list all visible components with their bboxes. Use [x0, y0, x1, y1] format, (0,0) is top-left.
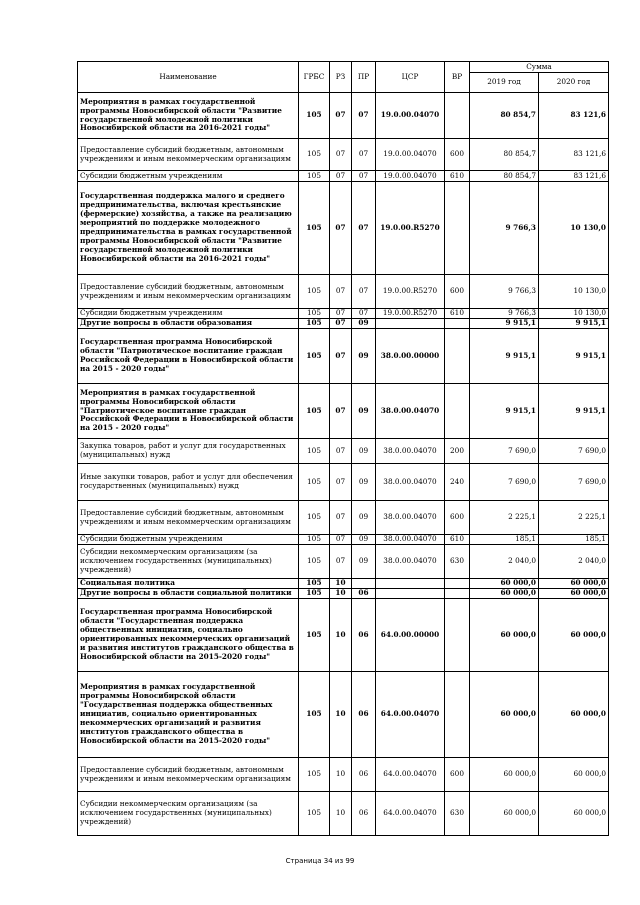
- cell-rz: 07: [330, 545, 352, 579]
- cell-name: Иные закупки товаров, работ и услуг для обеспечения государственных (муниципальных) нужд: [78, 464, 299, 501]
- cell-name: Социальная политика: [78, 579, 299, 589]
- cell-grbs: 105: [299, 792, 330, 836]
- table-row: [78, 545, 609, 579]
- cell-vr: 600: [445, 758, 470, 792]
- cell-name: Другие вопросы в области социальной политики: [78, 589, 299, 599]
- cell-sum-2020: 10 130,0: [539, 182, 609, 275]
- cell-vr: [445, 589, 470, 599]
- cell-grbs: 105: [299, 501, 330, 535]
- cell-sum-2020: 83 121,6: [539, 139, 609, 171]
- cell-pr: 06: [352, 672, 376, 758]
- table-row: [78, 384, 609, 439]
- cell-name: Мероприятия в рамках государственной программы Новосибирской области "Патриотическое воспитание граждан Российской Федерации в Новосибирской области на 2015 - 2020 годы": [78, 384, 299, 439]
- cell-sum-2019: 2 040,0: [470, 545, 539, 579]
- cell-vr: [445, 599, 470, 672]
- cell-name: Предоставление субсидий бюджетным, автономным учреждениям и иным некоммерческим организациям: [78, 275, 299, 309]
- cell-csr: 19.0.00.04070: [376, 139, 445, 171]
- cell-vr: 610: [445, 535, 470, 545]
- cell-vr: [445, 319, 470, 329]
- table-row: [78, 309, 609, 319]
- table-row: [78, 464, 609, 501]
- cell-name: Субсидии бюджетным учреждениям: [78, 171, 299, 182]
- cell-rz: 07: [330, 309, 352, 319]
- header-vr: ВР: [445, 62, 470, 93]
- cell-name: Предоставление субсидий бюджетным, автономным учреждениям и иным некоммерческим организациям: [78, 758, 299, 792]
- cell-csr: 38.0.00.04070: [376, 501, 445, 535]
- cell-rz: 07: [330, 329, 352, 384]
- cell-grbs: 105: [299, 139, 330, 171]
- cell-sum-2019: 80 854,7: [470, 171, 539, 182]
- header-name: Наименование: [78, 62, 299, 93]
- cell-name: Закупка товаров, работ и услуг для государственных (муниципальных) нужд: [78, 439, 299, 464]
- cell-pr: 07: [352, 139, 376, 171]
- cell-vr: 600: [445, 501, 470, 535]
- cell-csr: 38.0.00.04070: [376, 545, 445, 579]
- cell-sum-2020: 83 121,6: [539, 93, 609, 139]
- cell-grbs: 105: [299, 545, 330, 579]
- cell-sum-2019: 7 690,0: [470, 439, 539, 464]
- cell-vr: 610: [445, 171, 470, 182]
- cell-pr: 09: [352, 464, 376, 501]
- cell-name: Субсидии бюджетным учреждениям: [78, 309, 299, 319]
- cell-sum-2020: 60 000,0: [539, 672, 609, 758]
- cell-csr: 19.0.00.R5270: [376, 182, 445, 275]
- cell-sum-2019: 9 766,3: [470, 182, 539, 275]
- cell-csr: 19.0.00.04070: [376, 171, 445, 182]
- cell-pr: 07: [352, 182, 376, 275]
- cell-vr: 200: [445, 439, 470, 464]
- cell-sum-2019: 9 766,3: [470, 309, 539, 319]
- cell-pr: 06: [352, 599, 376, 672]
- cell-rz: 10: [330, 579, 352, 589]
- cell-sum-2020: 9 915,1: [539, 319, 609, 329]
- table-row: [78, 589, 609, 599]
- cell-vr: 610: [445, 309, 470, 319]
- cell-name: Мероприятия в рамках государственной программы Новосибирской области "Государственная поддержка общественных инициатив, социально ориентированных некоммерческих организаций и развития институтов гражданского общества в Новосибирской области на 2015-2020 годы": [78, 672, 299, 758]
- cell-sum-2019: 60 000,0: [470, 792, 539, 836]
- cell-csr: 64.0.00.00000: [376, 599, 445, 672]
- cell-rz: 10: [330, 589, 352, 599]
- table-row: [78, 182, 609, 275]
- cell-vr: [445, 384, 470, 439]
- cell-csr: 38.0.00.04070: [376, 439, 445, 464]
- cell-grbs: 105: [299, 579, 330, 589]
- table-row: [78, 501, 609, 535]
- cell-name: Предоставление субсидий бюджетным, автономным учреждениям и иным некоммерческим организациям: [78, 139, 299, 171]
- cell-csr: 19.0.00.04070: [376, 93, 445, 139]
- cell-sum-2019: 185,1: [470, 535, 539, 545]
- cell-rz: 07: [330, 319, 352, 329]
- cell-sum-2020: 60 000,0: [539, 758, 609, 792]
- cell-name: Государственная программа Новосибирской области "Государственная поддержка общественных инициатив, социально ориентированных некоммерческих организаций и развития институтов гражданского общества в Новосибирской области на 2015-2020 годы": [78, 599, 299, 672]
- header-sum: Сумма: [470, 62, 609, 73]
- cell-vr: 600: [445, 275, 470, 309]
- cell-sum-2020: 60 000,0: [539, 589, 609, 599]
- cell-rz: 10: [330, 599, 352, 672]
- cell-rz: 10: [330, 758, 352, 792]
- cell-csr: 38.0.00.04070: [376, 384, 445, 439]
- cell-rz: 07: [330, 275, 352, 309]
- cell-name: Мероприятия в рамках государственной программы Новосибирской области "Развитие государственной молодежной политики Новосибирской области на 2016-2021 годы": [78, 93, 299, 139]
- cell-grbs: 105: [299, 384, 330, 439]
- cell-pr: 09: [352, 439, 376, 464]
- cell-sum-2020: 83 121,6: [539, 171, 609, 182]
- cell-pr: 06: [352, 589, 376, 599]
- cell-rz: 07: [330, 384, 352, 439]
- cell-rz: 07: [330, 439, 352, 464]
- cell-sum-2019: 2 225,1: [470, 501, 539, 535]
- cell-grbs: 105: [299, 329, 330, 384]
- header-rz: РЗ: [330, 62, 352, 93]
- cell-pr: 09: [352, 545, 376, 579]
- cell-vr: [445, 182, 470, 275]
- cell-csr: 38.0.00.04070: [376, 535, 445, 545]
- header-csr: ЦСР: [376, 62, 445, 93]
- cell-rz: 07: [330, 139, 352, 171]
- cell-pr: 09: [352, 535, 376, 545]
- table-row: [78, 93, 609, 139]
- cell-csr: [376, 589, 445, 599]
- cell-name: Государственная поддержка малого и среднего предпринимательства, включая крестьянские (фермерские) хозяйства, а также на реализацию мероприятий по поддержке молодежного предпринимательства в рамках государственной программы Новосибирской области "Развитие государственной молодежной политики Новосибирской области на 2016-2021 годы": [78, 182, 299, 275]
- table-row: [78, 792, 609, 836]
- cell-sum-2020: 10 130,0: [539, 275, 609, 309]
- cell-vr: [445, 672, 470, 758]
- table-row: [78, 672, 609, 758]
- table-row: [78, 139, 609, 171]
- cell-sum-2019: 60 000,0: [470, 599, 539, 672]
- cell-vr: 240: [445, 464, 470, 501]
- budget-table: [77, 61, 609, 836]
- cell-name: Другие вопросы в области образования: [78, 319, 299, 329]
- cell-sum-2020: 9 915,1: [539, 384, 609, 439]
- cell-sum-2019: 9 915,1: [470, 319, 539, 329]
- cell-name: Субсидии бюджетным учреждениям: [78, 535, 299, 545]
- cell-sum-2020: 2 040,0: [539, 545, 609, 579]
- cell-grbs: 105: [299, 93, 330, 139]
- cell-rz: 10: [330, 672, 352, 758]
- cell-rz: 07: [330, 501, 352, 535]
- cell-rz: 07: [330, 535, 352, 545]
- cell-grbs: 105: [299, 319, 330, 329]
- cell-name: Предоставление субсидий бюджетным, автономным учреждениям и иным некоммерческим организациям: [78, 501, 299, 535]
- cell-rz: 07: [330, 182, 352, 275]
- cell-vr: [445, 329, 470, 384]
- table-row: [78, 439, 609, 464]
- table-row: [78, 171, 609, 182]
- cell-grbs: 105: [299, 182, 330, 275]
- cell-pr: 07: [352, 309, 376, 319]
- table-row: [78, 758, 609, 792]
- cell-pr: 09: [352, 501, 376, 535]
- cell-sum-2020: 185,1: [539, 535, 609, 545]
- cell-grbs: 105: [299, 439, 330, 464]
- page-number: Страница 34 из 99: [285, 857, 355, 865]
- table-row: [78, 599, 609, 672]
- header-grbs: ГРБС: [299, 62, 330, 93]
- table-row: [78, 579, 609, 589]
- cell-sum-2019: 9 915,1: [470, 329, 539, 384]
- cell-vr: 600: [445, 139, 470, 171]
- cell-rz: 07: [330, 93, 352, 139]
- table-header: [78, 62, 609, 93]
- cell-vr: [445, 93, 470, 139]
- cell-name: Субсидии некоммерческим организациям (за исключением государственных (муниципальных) учреждений): [78, 545, 299, 579]
- table-row: [78, 329, 609, 384]
- cell-sum-2020: 9 915,1: [539, 329, 609, 384]
- cell-csr: 19.0.00.R5270: [376, 275, 445, 309]
- cell-vr: [445, 579, 470, 589]
- cell-csr: [376, 579, 445, 589]
- cell-csr: 38.0.00.00000: [376, 329, 445, 384]
- cell-grbs: 105: [299, 309, 330, 319]
- cell-pr: 07: [352, 275, 376, 309]
- cell-pr: 09: [352, 319, 376, 329]
- cell-sum-2020: 60 000,0: [539, 599, 609, 672]
- cell-csr: 64.0.00.04070: [376, 792, 445, 836]
- header-year-2019: 2019 год: [470, 73, 539, 93]
- cell-name: Государственная программа Новосибирской области "Патриотическое воспитание граждан Российской Федерации в Новосибирской области на 2015 - 2020 годы": [78, 329, 299, 384]
- table-row: [78, 535, 609, 545]
- cell-grbs: 105: [299, 599, 330, 672]
- cell-pr: 09: [352, 329, 376, 384]
- cell-csr: 19.0.00.R5270: [376, 309, 445, 319]
- cell-sum-2020: 2 225,1: [539, 501, 609, 535]
- cell-vr: 630: [445, 792, 470, 836]
- cell-sum-2020: 60 000,0: [539, 579, 609, 589]
- cell-pr: [352, 579, 376, 589]
- cell-csr: [376, 319, 445, 329]
- cell-csr: 64.0.00.04070: [376, 672, 445, 758]
- cell-grbs: 105: [299, 171, 330, 182]
- cell-csr: 38.0.00.04070: [376, 464, 445, 501]
- cell-sum-2019: 60 000,0: [470, 758, 539, 792]
- cell-sum-2020: 7 690,0: [539, 464, 609, 501]
- cell-grbs: 105: [299, 672, 330, 758]
- cell-pr: 09: [352, 384, 376, 439]
- cell-grbs: 105: [299, 758, 330, 792]
- cell-sum-2019: 80 854,7: [470, 139, 539, 171]
- cell-pr: 06: [352, 758, 376, 792]
- table-row: [78, 275, 609, 309]
- cell-sum-2019: 9 766,3: [470, 275, 539, 309]
- cell-sum-2020: 60 000,0: [539, 792, 609, 836]
- cell-vr: 630: [445, 545, 470, 579]
- cell-sum-2019: 60 000,0: [470, 589, 539, 599]
- cell-grbs: 105: [299, 275, 330, 309]
- cell-pr: 06: [352, 792, 376, 836]
- table-row: [78, 319, 609, 329]
- cell-pr: 07: [352, 171, 376, 182]
- cell-sum-2019: 60 000,0: [470, 579, 539, 589]
- cell-pr: 07: [352, 93, 376, 139]
- cell-grbs: 105: [299, 589, 330, 599]
- table-body: [78, 93, 609, 836]
- cell-sum-2019: 60 000,0: [470, 672, 539, 758]
- header-pr: ПР: [352, 62, 376, 93]
- cell-name: Субсидии некоммерческим организациям (за исключением государственных (муниципальных) учреждений): [78, 792, 299, 836]
- cell-sum-2019: 9 915,1: [470, 384, 539, 439]
- cell-sum-2020: 10 130,0: [539, 309, 609, 319]
- cell-grbs: 105: [299, 464, 330, 501]
- cell-rz: 10: [330, 792, 352, 836]
- cell-rz: 07: [330, 464, 352, 501]
- cell-sum-2020: 7 690,0: [539, 439, 609, 464]
- cell-sum-2019: 7 690,0: [470, 464, 539, 501]
- cell-grbs: 105: [299, 535, 330, 545]
- cell-sum-2019: 80 854,7: [470, 93, 539, 139]
- header-year-2020: 2020 год: [539, 73, 609, 93]
- cell-csr: 64.0.00.04070: [376, 758, 445, 792]
- cell-rz: 07: [330, 171, 352, 182]
